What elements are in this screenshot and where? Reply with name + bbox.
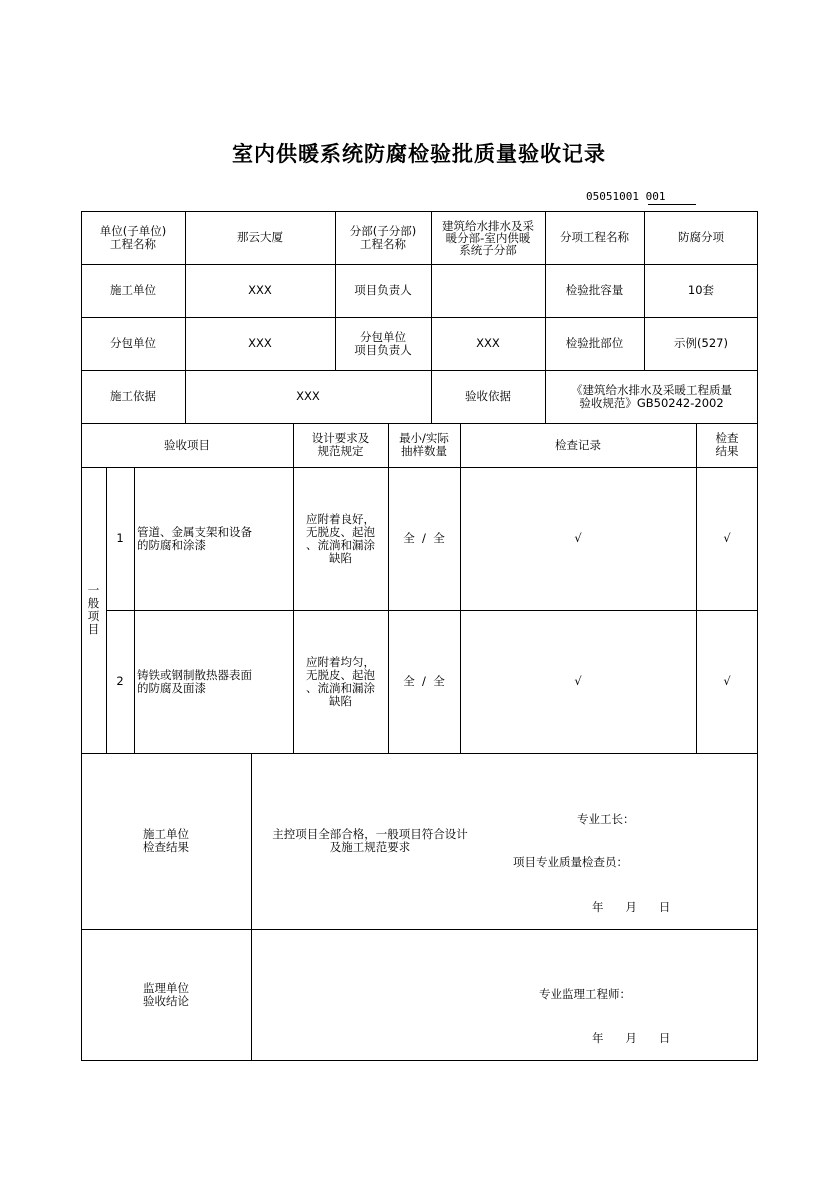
division-name-value: 建筑给水排水及采 暖分部-室内供暖 系统子分部 (442, 218, 534, 257)
item-sample: 全 / 全 (403, 531, 445, 545)
subcontractor-value: XXX (248, 336, 272, 350)
sub-leader-value: XXX (476, 336, 500, 350)
construction-unit-label: 施工单位 (110, 283, 156, 297)
col-header-requirement: 设计要求及 规范规定 (311, 431, 370, 458)
construction-check-date: 年 月 日 (592, 900, 671, 914)
acceptance-basis-label: 验收依据 (465, 389, 511, 403)
batch-location-label: 检验批部位 (565, 336, 624, 350)
check-mark: √ (723, 674, 731, 688)
page-title: 室内供暖系统防腐检验批质量验收记录 (232, 141, 606, 166)
col-header-item: 验收项目 (164, 437, 210, 452)
item-requirement: 应附着均匀， 无脱皮、起泡 、流淌和漏涂 缺陷 (306, 654, 375, 708)
document-number-underline (648, 204, 696, 205)
construction-basis-value: XXX (296, 389, 320, 403)
item-requirement: 应附着良好， 无脱皮、起泡 、流淌和漏涂 缺陷 (306, 511, 375, 565)
construction-check-label: 施工单位 检查结果 (143, 827, 189, 854)
foreman-label: 专业工长： (577, 812, 635, 826)
check-mark: √ (574, 531, 582, 545)
item-sample: 全 / 全 (403, 674, 445, 688)
sub-leader-label: 分包单位 项目负责人 (354, 329, 412, 357)
item-name: 管道、金属支架和设备 的防腐和涂漆 (137, 524, 252, 552)
construction-unit-value: XXX (248, 283, 272, 297)
subcontractor-label: 分包单位 (110, 336, 156, 350)
supervision-label: 监理单位 验收结论 (143, 981, 189, 1008)
check-mark: √ (574, 674, 582, 688)
check-mark: √ (723, 531, 731, 545)
project-leader-label: 项目负责人 (354, 283, 412, 297)
batch-capacity-value: 10套 (687, 283, 715, 297)
col-header-result: 检查 结果 (715, 431, 739, 458)
construction-basis-label: 施工依据 (110, 389, 156, 403)
construction-check-result: 主控项目全部合格，一般项目符合设计 及施工规范要求 (272, 827, 468, 854)
item-name: 铸铁或钢制散热器表面 的防腐及面漆 (137, 667, 252, 695)
unit-name-value: 那云大厦 (237, 230, 283, 244)
col-divider (251, 753, 252, 1061)
supervision-date: 年 月 日 (592, 1031, 671, 1045)
batch-location-value: 示例(527) (674, 336, 728, 350)
document-number: 05051001 001 (586, 190, 666, 203)
subitem-name-label: 分项工程名称 (560, 230, 629, 244)
general-items-text: 一般项目 (87, 583, 100, 636)
col-header-record: 检查记录 (555, 437, 601, 452)
acceptance-basis-value: 《建筑给水排水及采暖工程质量 验收规范》GB50242-2002 (571, 382, 732, 410)
project-leader-value (431, 264, 545, 317)
batch-capacity-label: 检验批容量 (565, 283, 624, 297)
subitem-name-value: 防腐分项 (678, 230, 724, 244)
item-number: 2 (116, 674, 124, 688)
quality-inspector-label: 项目专业质量检查员： (513, 855, 628, 869)
supervising-engineer-label: 专业监理工程师： (539, 987, 631, 1001)
division-name-label: 分部(子分部) 工程名称 (349, 223, 417, 251)
item-number: 1 (116, 531, 124, 545)
general-items-label (81, 467, 106, 753)
unit-name-label: 单位(子单位) 工程名称 (99, 223, 167, 251)
col-header-sample: 最小/实际 抽样数量 (399, 431, 449, 458)
